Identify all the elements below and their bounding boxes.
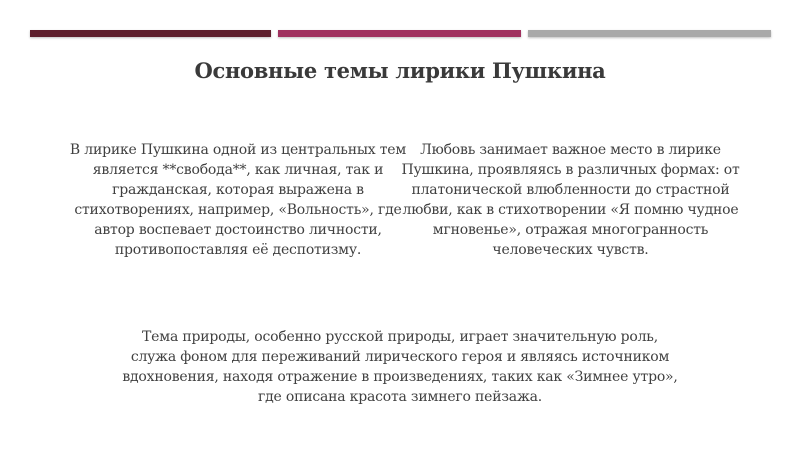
accent-stripe-dark [30, 30, 271, 37]
paragraph-freedom: В лирике Пушкина одной из центральных тем является **свобода**, как личная, так и гражданская, которая выражена в стихотворениях, например, «Вольность», где автор воспевает достоинство личности, противопоставляя её деспотизму. [69, 142, 407, 258]
paragraph-nature: Тема природы, особенно русской природы, играет значительную роль, служа фоном для переживаний лирического героя и являясь источником вдохновения, находя отражение в произведениях, таких как «Зимнее утро», где описана красота зимнего пейзажа. [122, 329, 678, 405]
accent-stripe-magenta [278, 30, 521, 37]
accent-stripe-gray [528, 30, 771, 37]
slide-title: Основные темы лирики Пушкина [194, 58, 606, 83]
paragraph-love: Любовь занимает важное место в лирике Пушкина, проявляясь в различных формах: от платонической влюбленности до страстной любви, как в стихотворении «Я помню чудное мгновенье», отражая многогранность человеческих чувств. [401, 142, 740, 258]
